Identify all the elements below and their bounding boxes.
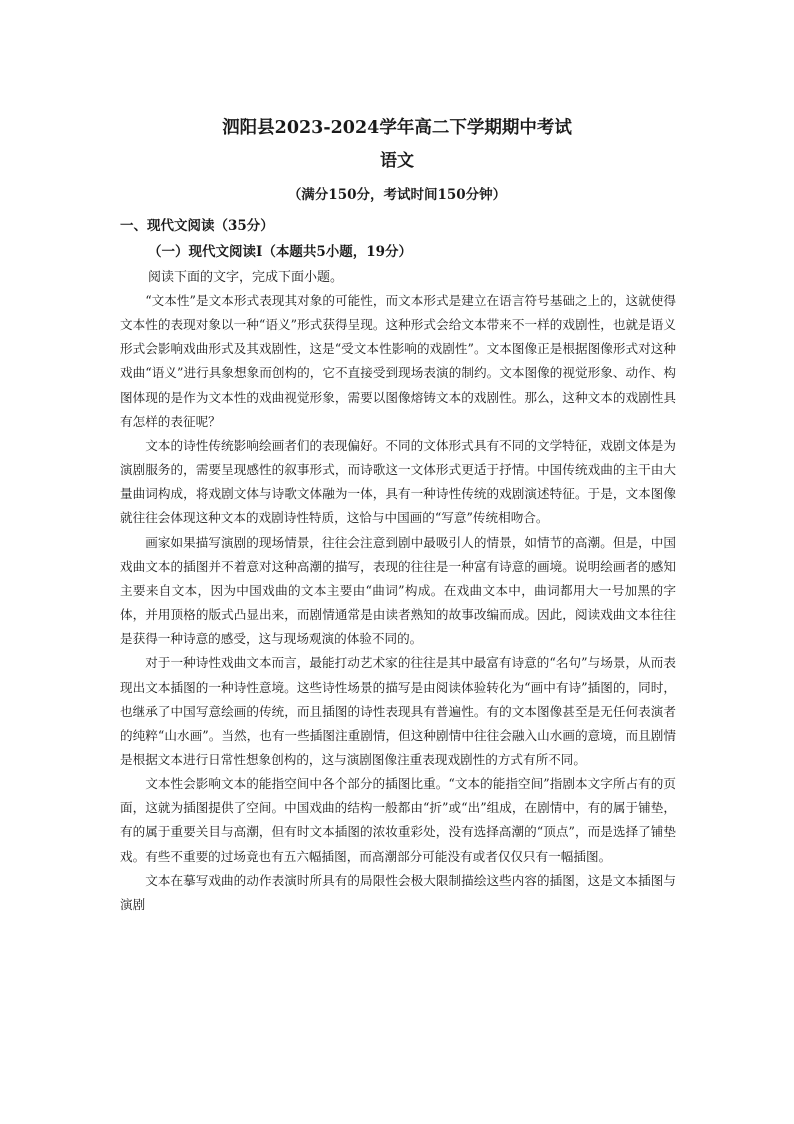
exam-info: （满分150分，考试时间150分钟）	[287, 187, 507, 203]
section-subheading: （一）现代文阅读Ⅰ（本题共5小题，19分）	[148, 244, 412, 260]
passage-paragraph: 对于一种诗性戏曲文本而言，最能打动艺术家的往往是其中最富有诗意的“名句”与场景，从而表现出文本插图的一种诗性意境。这些诗性场景的描写是由阅读体验转化为“画中有诗”插图的，同时，也继承了中国写意绘画的传统，而且插图的诗性表现具有普遍性。有的文本图像甚至是无任何表演者的纯粹“山水画”。当然，也有一些插图注重剧情，但这种剧情中往往会融入山水画的意境，而且剧情是根据文本进行日常性想象创构的，这与演剧图像注重表现戏剧性的方式有所不同。	[120, 655, 676, 767]
passage-paragraph: 文本在摹写戏曲的动作表演时所具有的局限性会极大限制描绘这些内容的插图，这是文本插图与演剧	[120, 872, 676, 912]
reading-instruction: 阅读下面的文字，完成下面小题。	[148, 270, 344, 285]
passage-paragraph: 文本性会影响文本的能指空间中各个部分的插图比重。“文本的能指空间”指剧本文字所占有的页面，这就为插图提供了空间。中国戏曲的结构一般都由“折”或“出”组成，在剧情中，有的属于铺垫，有的属于重要关目与高潮，但有时文本插图的浓妆重彩处，没有选择高潮的“顶点”，而是选择了铺垫戏。有些不重要的过场竟也有五六幅插图，而高潮部分可能没有或者仅仅只有一幅插图。	[120, 776, 676, 864]
subject-title: 语文	[380, 151, 414, 171]
passage-paragraph: “文本性”是文本形式表现其对象的可能性，而文本形式是建立在语言符号基础之上的，这就使得文本性的表现对象以一种“语义”形式获得呈现。这种形式会给文本带来不一样的戏剧性，也就是语义形式会影响戏曲形式及其戏剧性，这是“受文本性影响的戏剧性”。文本图像正是根据图像形式对这种戏曲“语义”进行具象想象而创构的，它不直接受到现场表演的制约。文本图像的视觉形象、动作、构图体现的是作为文本性的戏曲视觉形象，需要以图像熔铸文本的戏剧性。那么，这种文本的戏剧性具有怎样的表征呢？	[120, 293, 676, 429]
reading-passage	[120, 289, 676, 917]
passage-paragraph: 画家如果描写演剧的现场情景，往往会注意到剧中最吸引人的情景，如情节的高潮。但是，中国戏曲文本的插图并不着意对这种高潮的描写，表现的往往是一种富有诗意的画境。说明绘画者的感知主要来自文本，因为中国戏曲的文本主要由“曲词”构成。在戏曲文本中，曲词都用大一号加黑的字体，并用顶格的版式凸显出来，而剧情通常是由读者熟知的故事改编而成。因此，阅读戏曲文本往往是获得一种诗意的感受，这与现场观演的体验不同的。	[120, 534, 676, 647]
passage-paragraph: 文本的诗性传统影响绘画者们的表现偏好。不同的文体形式具有不同的文学特征，戏剧文体是为演剧服务的，需要呈现感性的叙事形式，而诗歌这一文体形式更适于抒情。中国传统戏曲的主干由大量曲词构成，将戏剧文体与诗歌文体融为一体，具有一种诗性传统的戏剧演述特征。于是，文本图像就往往会体现这种文本的戏剧诗性特质，这恰与中国画的“写意”传统相吻合。	[120, 437, 676, 526]
exam-title: 泗阳县2023-2024学年高二下学期期中考试	[222, 118, 572, 138]
section-heading: 一、现代文阅读（35分）	[120, 218, 274, 234]
